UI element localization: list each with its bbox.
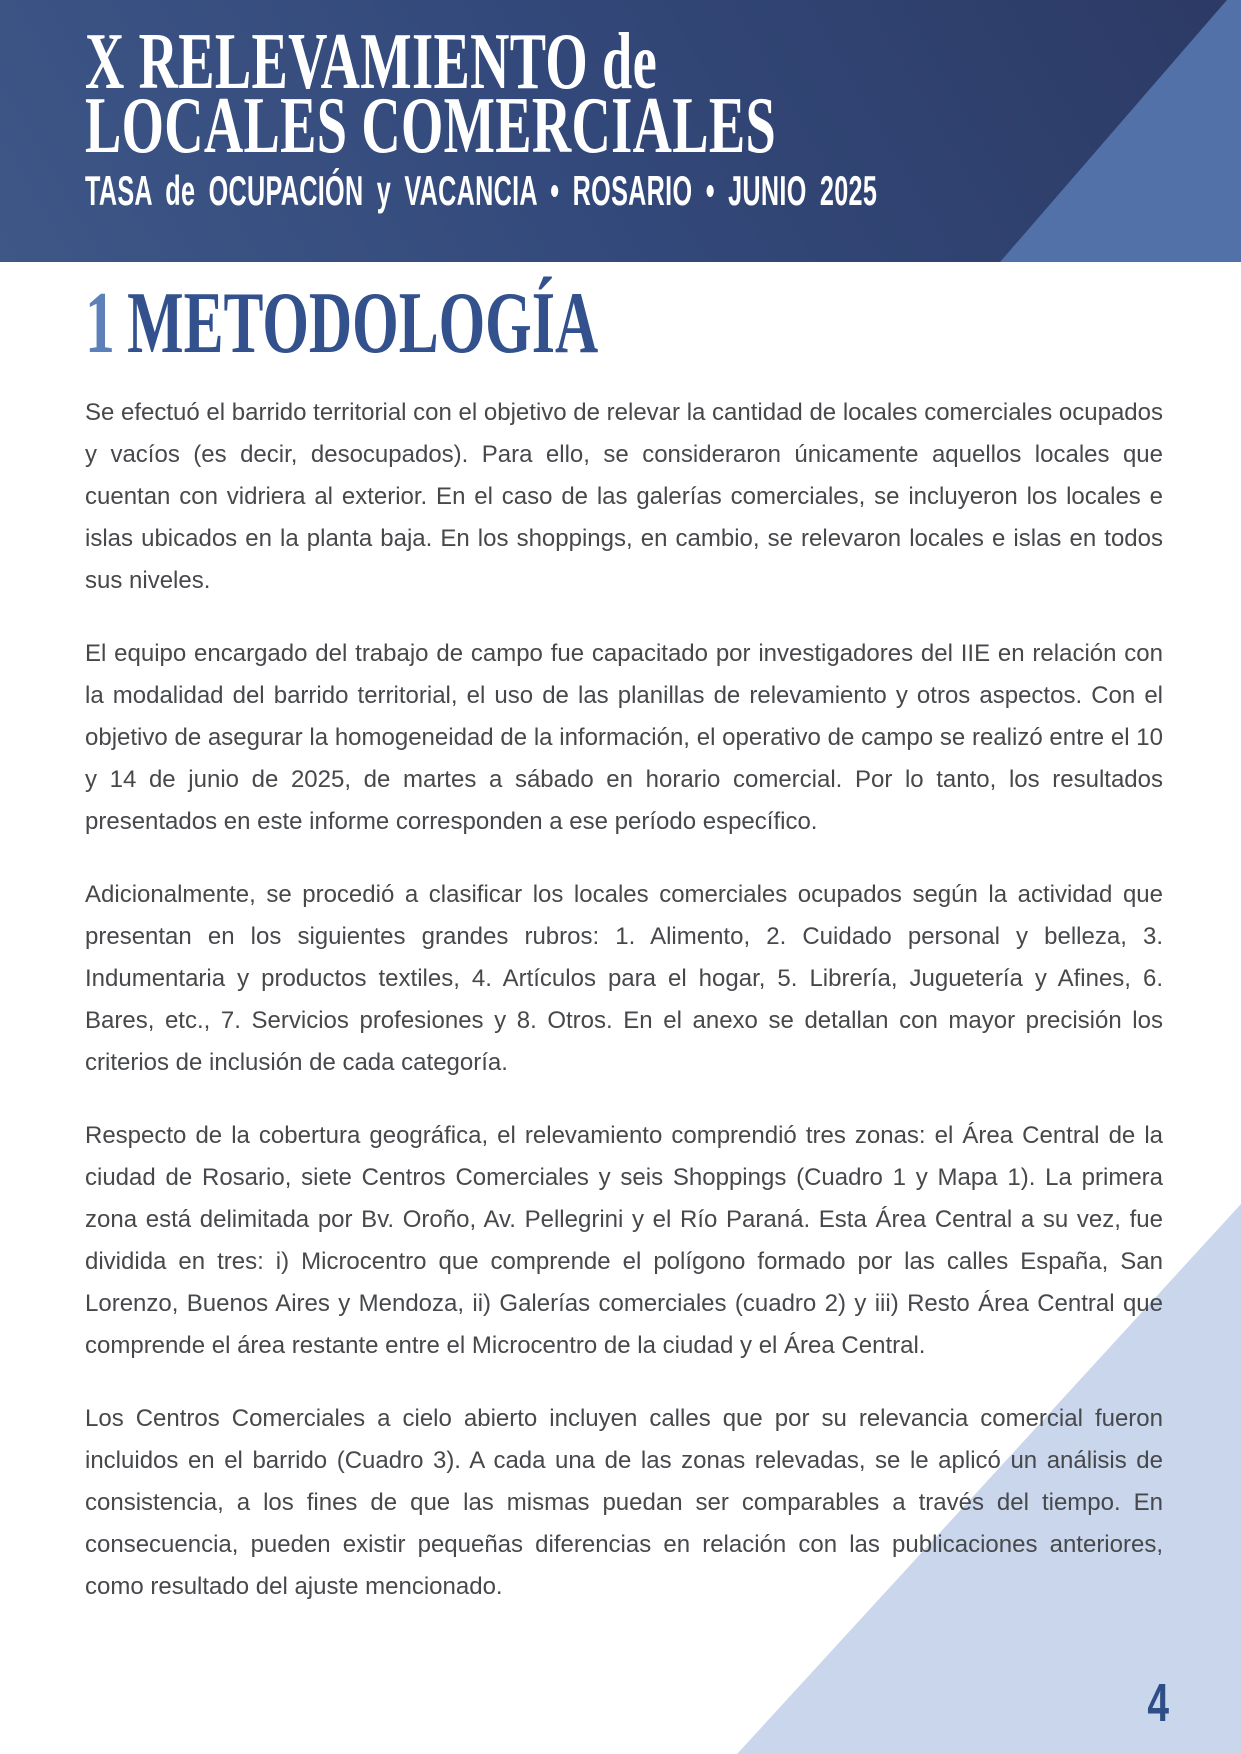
section-number: 1 [85, 275, 115, 372]
page-number: 4 [1147, 1673, 1169, 1733]
section-heading [85, 275, 818, 372]
paragraph: Adicionalmente, se procedió a clasificar los locales comerciales ocupados según la actividad que presentan en los siguientes grandes rubros: 1. Alimento, 2. Cuidado personal y belleza, 3. Indumentaria y productos textiles, 4. Artículos para el hogar, 5. Librería, Juguetería y Afines, 6. Bares, etc., 7. Servicios profesiones y 8. Otros. En el anexo se detallan con mayor precisión los criterios de inclusión de cada categoría. [85, 881, 1163, 1076]
report-title [85, 18, 983, 170]
page-content [0, 262, 1241, 1639]
header [85, 18, 1241, 214]
report-subtitle: TASA de OCUPACIÓN y VACANCIA • ROSARIO • JUNIO 2025 [85, 167, 878, 214]
paragraph: El equipo encargado del trabajo de campo fue capacitado por investigadores del IIE en relación con la modalidad del barrido territorial, el uso de las planillas de relevamiento y otros aspectos. Con el objetivo de asegurar la homogeneidad de la información, el operativo de campo se realizó entre el 10 y 14 de junio de 2025, de martes a sábado en horario comercial. Por lo tanto, los resultados presentados en este informe corresponden a ese período específico. [85, 640, 1163, 835]
body-text [85, 392, 1163, 1608]
header-band [0, 0, 1241, 262]
report-title-line2: LOCALES COMERCIALES [85, 82, 777, 170]
paragraph: Se efectuó el barrido territorial con el objetivo de relevar la cantidad de locales comerciales ocupados y vacíos (es decir, desocupados). Para ello, se consideraron únicamente aquellos locales que cuentan con vidriera al exterior. En el caso de las galerías comerciales, se incluyeron los locales e islas ubicados en la planta baja. En los shoppings, en cambio, se relevaron locales e islas en todos sus niveles. [85, 399, 1163, 594]
paragraph: Los Centros Comerciales a cielo abierto incluyen calles que por su relevancia comercial fueron incluidos en el barrido (Cuadro 3). A cada una de las zonas relevadas, se le aplicó un análisis de consistencia, a los fines de que las mismas puedan ser comparables a través del tiempo. En consecuencia, pueden existir pequeñas diferencias en relación con las publicaciones anteriores, como resultado del ajuste mencionado. [85, 1405, 1163, 1600]
report-title-line1: X RELEVAMIENTO de [85, 18, 658, 106]
section-title: METODOLOGÍA [127, 275, 599, 372]
paragraph: Respecto de la cobertura geográfica, el relevamiento comprendió tres zonas: el Área Central de la ciudad de Rosario, siete Centros Comerciales y seis Shoppings (Cuadro 1 y Mapa 1). La primera zona está delimitada por Bv. Oroño, Av. Pellegrini y el Río Paraná. Esta Área Central a su vez, fue dividida en tres: i) Microcentro que comprende el polígono formado por las calles España, San Lorenzo, Buenos Aires y Mendoza, ii) Galerías comerciales (cuadro 2) y iii) Resto Área Central que comprende el área restante entre el Microcentro de la ciudad y el Área Central. [85, 1122, 1163, 1359]
